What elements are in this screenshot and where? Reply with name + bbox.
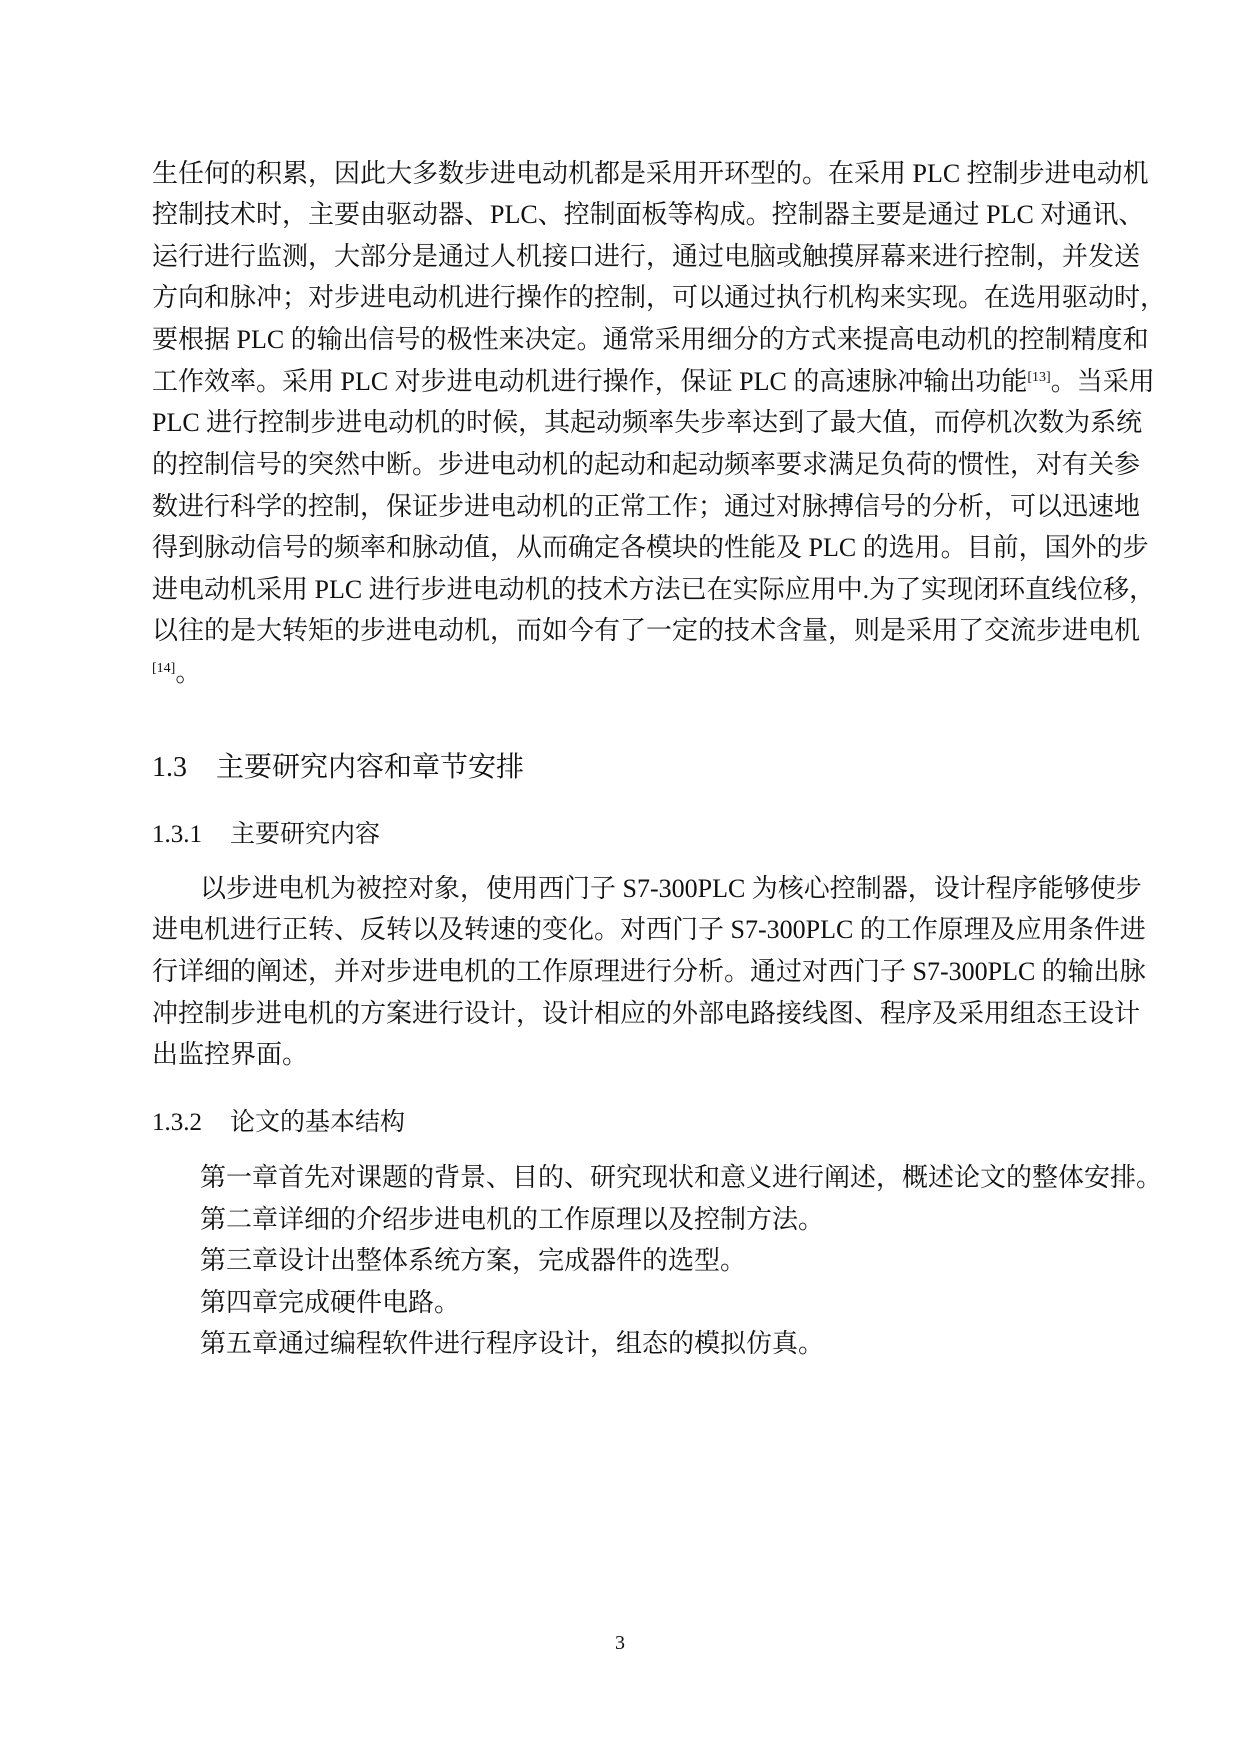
- text-line: 的控制信号的突然中断。步进电动机的起动和起动频率要求满足负荷的惯性，对有关参: [152, 450, 1141, 479]
- text-line: 进电机进行正转、反转以及转速的变化。对西门子 S7-300PLC 的工作原理及应用条件进: [152, 915, 1146, 944]
- text-line: 运行进行监测，大部分是通过人机接口进行，通过电脑或触摸屏幕来进行控制，并发送: [152, 242, 1141, 271]
- text-segment: 。当采用: [1050, 367, 1155, 396]
- section-number: 1.3.1: [152, 821, 202, 848]
- citation-14: [14]: [152, 661, 176, 676]
- text-segment: 工作效率。采用 PLC 对步进电动机进行操作，保证 PLC 的高速脉冲输出功能: [152, 367, 1028, 396]
- section-heading-1-3: [152, 750, 524, 786]
- text-line: 以步进电机为被控对象，使用西门子 S7-300PLC 为核心控制器，设计程序能够使步: [200, 874, 1142, 903]
- text-line: 出监控界面。: [152, 1040, 309, 1069]
- text-line: [152, 656, 1125, 690]
- list-item: 第三章设计出整体系统方案，完成器件的选型。: [200, 1246, 747, 1275]
- text-line: 要根据 PLC 的输出信号的极性来决定。通常采用细分的方式来提高电动机的控制精度和: [152, 325, 1149, 354]
- list-item: 第二章详细的介绍步进电机的工作原理以及控制方法。: [200, 1205, 825, 1234]
- section-heading-1-3-1: [152, 818, 380, 852]
- text-line: 进电动机采用 PLC 进行步进电动机的技术方法已在实际应用中.为了实现闭环直线位移，: [152, 575, 1156, 604]
- text-line: 以往的是大转矩的步进电动机，而如今有了一定的技术含量，则是采用了交流步进电机: [152, 616, 1141, 645]
- list-item: 第五章通过编程软件进行程序设计，组态的模拟仿真。: [200, 1329, 825, 1358]
- section-number: 1.3.2: [152, 1109, 202, 1136]
- list-item: 第四章完成硬件电路。: [200, 1288, 461, 1317]
- section-title: 论文的基本结构: [230, 1109, 406, 1136]
- text-line: 冲控制步进电机的方案进行设计，设计相应的外部电路接线图、程序及采用组态王设计: [152, 999, 1141, 1028]
- citation-13: [13]: [1027, 370, 1051, 385]
- text-segment: 。: [175, 658, 202, 687]
- section-title: 主要研究内容和章节安排: [216, 752, 525, 783]
- text-line: 行详细的阐述，并对步进电机的工作原理进行分析。通过对西门子 S7-300PLC 的输出脉: [152, 957, 1146, 986]
- text-line: [152, 365, 1155, 399]
- list-item: 第一章首先对课题的背景、目的、研究现状和意义进行阐述，概述论文的整体安排。: [200, 1163, 1163, 1192]
- text-line: PLC 进行控制步进电动机的时候，其起动频率失步率达到了最大值，而停机次数为系统: [152, 408, 1143, 437]
- text-line: 得到脉动信号的频率和脉动值，从而确定各模块的性能及 PLC 的选用。目前，国外的步: [152, 533, 1149, 562]
- text-line: 数进行科学的控制，保证步进电动机的正常工作；通过对脉搏信号的分析，可以迅速地: [152, 492, 1141, 521]
- section-heading-1-3-2: [152, 1106, 405, 1140]
- text-line: 控制技术时，主要由驱动器、PLC、控制面板等构成。控制器主要是通过 PLC 对通讯、: [152, 200, 1145, 229]
- section-title: 主要研究内容: [230, 821, 381, 848]
- text-line: 生任何的积累，因此大多数步进电动机都是采用开环型的。在采用 PLC 控制步进电动机: [152, 159, 1149, 188]
- section-number: 1.3: [152, 752, 187, 783]
- page-number: 3: [615, 1632, 625, 1654]
- text-line: 方向和脉冲；对步进电动机进行操作的控制，可以通过执行机构来实现。在选用驱动时，: [152, 283, 1167, 312]
